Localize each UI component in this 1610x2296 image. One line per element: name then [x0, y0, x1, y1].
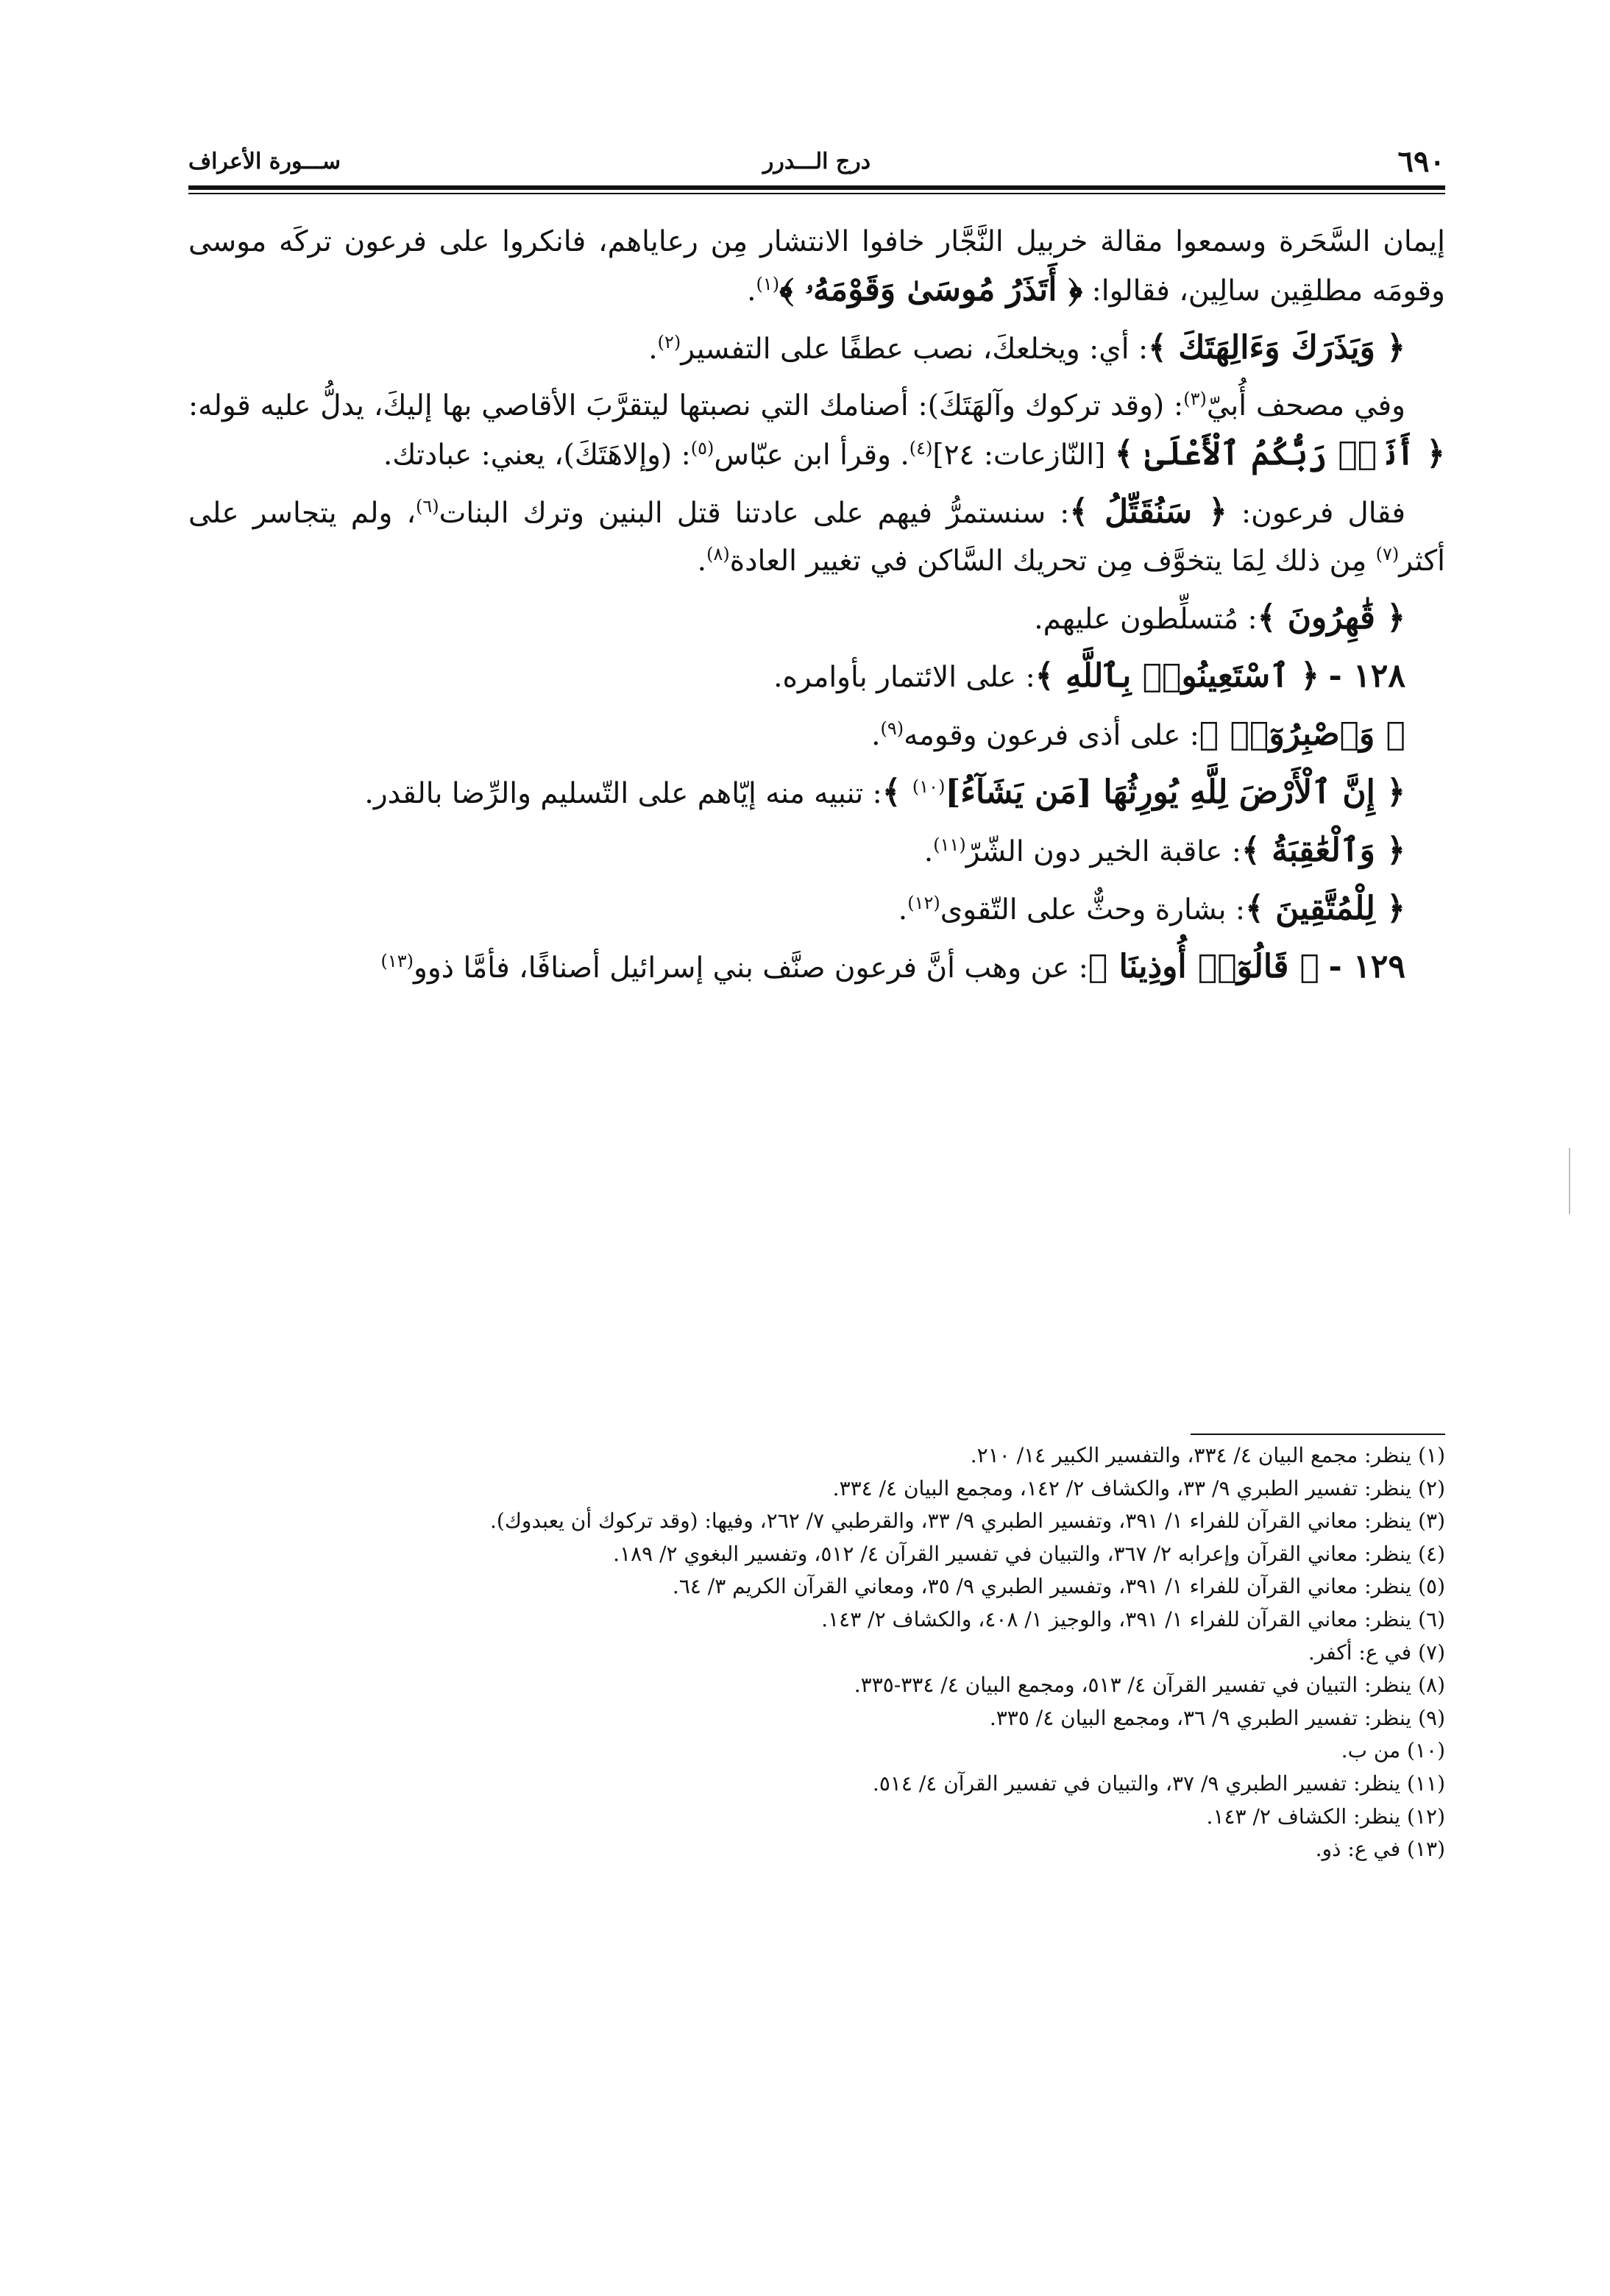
footnote-ref: (١٣): [380, 951, 414, 971]
footnote-ref: (٥): [690, 438, 714, 458]
quran-quote: ﴿ قَٰهِرُونَ ﴾: [1257, 599, 1405, 637]
footnote: (٦) ينظر: معاني القرآن للفراء ١/ ٣٩١، والوجيز ١/ ٤٠٨، والكشاف ٢/ ١٤٣.: [821, 1606, 1445, 1631]
footnote: (٨) ينظر: التبيان في تفسير القرآن ٤/ ٥١٣، ومجمع البيان ٤/ ٣٣٤-٣٣٥.: [854, 1673, 1445, 1698]
footnote-ref: (٧): [1375, 544, 1400, 564]
page-number: ٦٩٠: [1397, 144, 1445, 179]
paragraph: ﴿ إِنَّ ٱلْأَرْضَ لِلَّهِ يُورِثُهَا [مَن يَشَآءُ]$^{(١٠)}$ ﴾: تنبيه منه إيّاهم على التّسليم والرِّضا بالقدر.: [364, 773, 1405, 811]
footnote-ref: (٨): [706, 544, 730, 564]
verse-number: ١٢٨ -: [1328, 657, 1405, 695]
footnote-ref: (١١): [933, 835, 966, 855]
footnotes: [188, 1439, 1445, 1866]
footnote-ref: (٤): [909, 438, 933, 458]
quran-quote: ﴿ وَٱلْعَٰقِبَةُ ﴾: [1241, 832, 1405, 869]
footnote-ref: (٩): [880, 718, 904, 739]
verse-entry-128: ١٢٨ - ﴿ ٱسْتَعِينُوا۟ بِٱللَّهِ ﴾: على الائتمار بأوامره.: [773, 657, 1405, 695]
header-rule-thin: [188, 193, 1445, 194]
footnote: (١٠) من ب.: [1341, 1738, 1445, 1763]
footnote-ref: (٣): [1183, 389, 1207, 409]
book-title: درج الـــدرر: [762, 149, 871, 174]
quran-quote: ﴿ لِلْمُتَّقِينَ ﴾: [1245, 890, 1405, 927]
footnote: (١٢) ينظر: الكشاف ٢/ ١٤٣.: [1206, 1804, 1445, 1829]
paragraph: ﴿ لِلْمُتَّقِينَ ﴾: بشارة وحثٌّ على التّقوى$^{(١٢)}$.: [898, 890, 1405, 927]
quran-quote: ﴿ أَنَا۠ رَبُّكُمُ ٱلْأَعْلَىٰ ﴾: [1114, 435, 1445, 472]
paragraph: ﴿ وَٱصْبِرُوٓا۟ ﴾: على أذى فرعون وقومه$^{(٩)}$.: [871, 715, 1405, 753]
paragraph: وفي مصحف أُبيّ$^{(٣)}$: (وقد تركوك وآلهَتَكَ): أصنامك التي نصبتها ليتقرَّبَ الأقاصي بها إليكَ، يدلُّ عليه قوله: ﴿ أَنَا۠ رَبُّكُمُ ٱلْأَعْلَىٰ ﴾ [النّازعات: ٢٤]$^{(٤)}$. وقرأ ابن عبّاس$^{(٥)}$: (وإلاهَتَكَ)، يعني: عبادتك.: [188, 389, 1445, 472]
footnote: (٩) ينظر: تفسير الطبري ٩/ ٣٦، ومجمع البيان ٤/ ٣٣٥.: [989, 1705, 1445, 1730]
footnote: (٣) ينظر: معاني القرآن للفراء ١/ ٣٩١، وتفسير الطبري ٩/ ٣٣، والقرطبي ٧/ ٢٦٢، وفيها: (وقد تركوك أن يعبدوك).: [490, 1509, 1445, 1534]
footnote: (٤) ينظر: معاني القرآن وإعرابه ٢/ ٣٦٧، والتبيان في تفسير القرآن ٤/ ٥١٢، وتفسير البغوي ٢/ ١٨٩.: [613, 1541, 1445, 1566]
quran-quote: ﴿ ٱسْتَعِينُوا۟ بِٱللَّهِ ﴾: [1035, 657, 1320, 695]
running-header: [188, 144, 1445, 183]
verse-number: ١٢٩ -: [1328, 948, 1405, 985]
footnote-ref: (١٠): [912, 776, 946, 797]
scan-spine-mark: [1569, 1148, 1570, 1214]
paragraph: إيمان السَّحَرة وسمعوا مقالة خربيل النَّجَّار خافوا الانتشار مِن رعاياهم، فانكروا على فرعون تركَه موسى وقومَه مطلقِين سالِين، فقالوا: ﴿ أَتَذَرُ مُوسَىٰ وَقَوْمَهُۥ ﴾$^{(١)}$.: [188, 225, 1445, 308]
quran-quote: ﴿ وَٱصْبِرُوٓا۟ ﴾: [1199, 715, 1405, 753]
footnote-ref: (٢): [657, 332, 681, 352]
quran-quote: ﴿ سَنُقَتِّلُ ﴾: [1069, 493, 1227, 531]
quran-quote: ﴿ أَتَذَرُ مُوسَىٰ وَقَوْمَهُۥ ﴾: [779, 271, 1083, 308]
verse-entry-129: ١٢٩ - ﴿ قَالُوٓا۟ أُوذِينَا ﴾: عن وهب أنَّ فرعون صنَّف بني إسرائيل أصنافًا، فأمَّا ذوو$^{(١٣)}$: [380, 948, 1405, 985]
quran-quote: ﴿ إِنَّ ٱلْأَرْضَ لِلَّهِ يُورِثُهَا [مَن يَشَآءُ]: [945, 773, 1405, 811]
footnote: (١٣) في ع: ذو.: [1315, 1837, 1445, 1862]
footnote: (١١) ينظر: تفسير الطبري ٩/ ٣٧، والتبيان في تفسير القرآن ٤/ ٥١٤.: [872, 1771, 1445, 1796]
main-text: [188, 218, 1445, 1001]
paragraph: ﴿ قَٰهِرُونَ ﴾: مُتسلِّطون عليهم.: [1034, 599, 1405, 637]
header-rule-thick: [188, 185, 1445, 190]
paragraph: ﴿ وَٱلْعَٰقِبَةُ ﴾: عاقبة الخير دون الشّرّ$^{(١١)}$.: [923, 832, 1405, 869]
footnote: (٥) ينظر: معاني القرآن للفراء ١/ ٣٩١، وتفسير الطبري ٩/ ٣٥، ومعاني القرآن الكريم ٣/ ٦٤.: [672, 1574, 1445, 1599]
quran-quote: ﴿ قَالُوٓا۟ أُوذِينَا ﴾: [1088, 948, 1320, 985]
footnote-separator: [1191, 1434, 1445, 1435]
quran-quote: ﴿ وَيَذَرَكَ وَءَالِهَتَكَ ﴾: [1148, 329, 1405, 366]
footnote-ref: (٦): [416, 496, 439, 517]
footnote-ref: (١٢): [907, 893, 940, 913]
footnote: (٢) ينظر: تفسير الطبري ٩/ ٣٣، والكشاف ٢/ ١٤٢، ومجمع البيان ٤/ ٣٣٤.: [832, 1475, 1445, 1500]
paragraph: فقال فرعون: ﴿ سَنُقَتِّلُ ﴾: سنستمرُّ فيهم على عادتنا قتل البنين وترك البنات$^{(٦)}$، ولم يتجاسر على أكثر$^{(٧)}$ مِن ذلك لِمَا يتخوَّف مِن تحريك السَّاكن في تغيير العادة$^{(٨)}$.: [188, 493, 1445, 578]
paragraph: ﴿ وَيَذَرَكَ وَءَالِهَتَكَ ﴾: أي: ويخلعكَ، نصب عطفًا على التفسير$^{(٢)}$.: [648, 329, 1405, 366]
surah-title: ســـورة الأعراف: [188, 149, 341, 174]
footnote-ref: (١): [756, 274, 780, 294]
footnote: (٧) في ع: أكفر.: [1308, 1640, 1445, 1665]
footnote: (١) ينظر: مجمع البيان ٤/ ٣٣٤، والتفسير الكبير ١٤/ ٢١٠.: [970, 1443, 1445, 1467]
